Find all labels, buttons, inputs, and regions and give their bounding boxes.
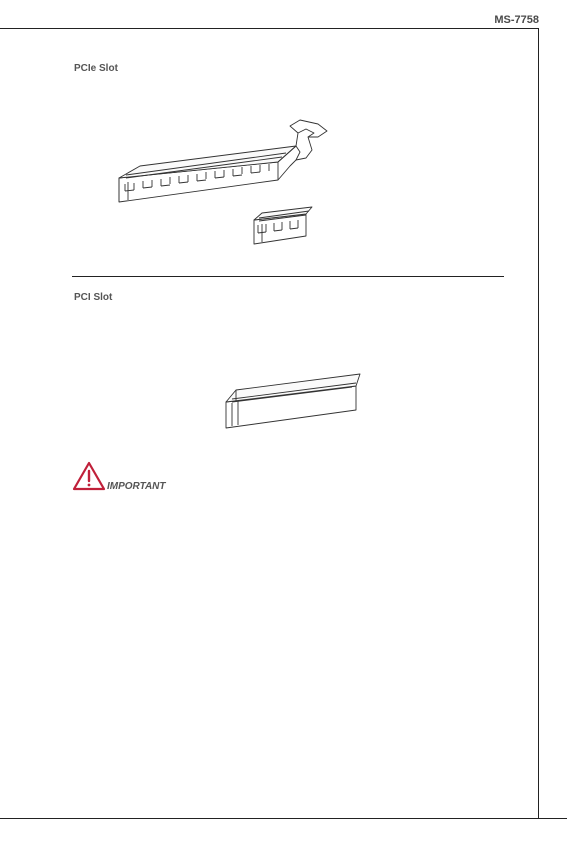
- page-frame-top: [0, 28, 538, 29]
- model-number: MS-7758: [494, 14, 539, 26]
- page-frame-right: [538, 28, 539, 819]
- pcie-slot-heading: PCIe Slot: [74, 63, 118, 74]
- section-divider: [72, 276, 504, 277]
- warning-icon: [72, 461, 106, 491]
- page-frame-bottom: [0, 818, 567, 819]
- important-label: IMPORTANT: [107, 481, 166, 492]
- pci-slot-heading: PCI Slot: [74, 292, 113, 303]
